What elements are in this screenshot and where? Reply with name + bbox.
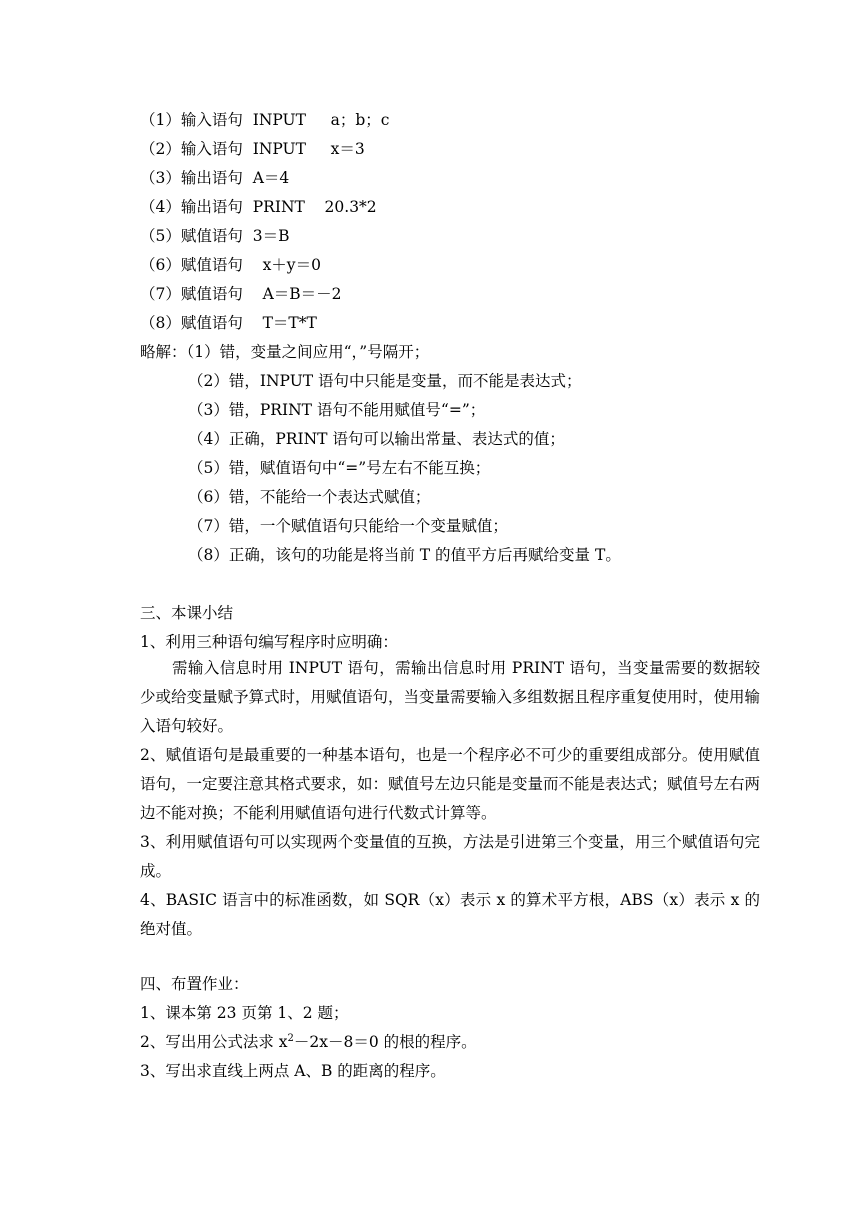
exercise-item-8: （8）赋值语句 T＝T*T xyxy=(140,314,317,332)
summary-point-1-body: 需输入信息时用 INPUT 语句，需输出信息时用 PRINT 语句，当变量需要的数据较少或给变量赋予算式时，用赋值语句，当变量需要输入多组数据且程序重复使用时，使用输入语句较好。 xyxy=(140,659,761,735)
solution-lead: 略解： xyxy=(140,343,187,361)
solution-item-7: （7）错，一个赋值语句只能给一个变量赋值； xyxy=(188,517,508,535)
solution-line-1 xyxy=(140,341,429,363)
summary-point-4: 4、BASIC 语言中的标准函数，如 SQR（x）表示 x 的算术平方根，ABS（x）表示 x 的绝对值。 xyxy=(140,891,760,938)
homework-item-1: 1、课本第 23 页第 1、2 题； xyxy=(140,1004,349,1022)
exercise-item-5: （5）赋值语句 3＝B xyxy=(140,227,290,245)
solution-item-2: （2）错，INPUT 语句中只能是变量，而不能是表达式； xyxy=(188,372,582,390)
solution-item-8: （8）正确，该句的功能是将当前 T 的值平方后再赋给变量 T。 xyxy=(188,546,621,564)
solution-item-6: （6）错，不能给一个表达式赋值； xyxy=(188,488,431,506)
homework-item-2-text: 2、写出用公式法求 x xyxy=(140,1033,288,1051)
homework-item-2 xyxy=(140,1031,477,1053)
summary-point-1-title: 1、利用三种语句编写程序时应明确： xyxy=(140,633,398,651)
exercise-item-6: （6）赋值语句 x＋y＝0 xyxy=(140,256,321,274)
summary-heading: 三、本课小结 xyxy=(140,604,234,622)
solution-item-5: （5）错，赋值语句中“=”号左右不能互换； xyxy=(188,459,491,477)
exercise-item-2: （2）输入语句 INPUT x＝3 xyxy=(140,140,365,158)
summary-point-2: 2、赋值语句是最重要的一种基本语句，也是一个程序必不可少的重要组成部分。使用赋值语句，一定要注意其格式要求，如：赋值号左边只能是变量而不能是表达式；赋值号左右两边不能对换；不能利用赋值语句进行代数式计算等。 xyxy=(140,746,761,822)
homework-item-3: 3、写出求直线上两点 A、B 的距离的程序。 xyxy=(140,1062,446,1080)
solution-item-1: （1）错，变量之间应用“，”号隔开； xyxy=(186,343,430,361)
exponent: 2 xyxy=(287,1032,294,1044)
homework-heading: 四、布置作业： xyxy=(140,975,249,993)
homework-item-2-equation: －2x－8＝0 的根的程序。 xyxy=(293,1033,477,1051)
solution-item-4: （4）正确，PRINT 语句可以输出常量、表达式的值； xyxy=(188,430,565,448)
summary-point-3: 3、利用赋值语句可以实现两个变量值的互换，方法是引进第三个变量，用三个赋值语句完成。 xyxy=(140,833,760,880)
exercise-item-1: （1）输入语句 INPUT a；b；c xyxy=(140,111,390,129)
exercise-item-7: （7）赋值语句 A＝B＝－2 xyxy=(140,285,342,303)
solution-item-3: （3）错，PRINT 语句不能用赋值号“=”； xyxy=(188,401,486,419)
exercise-item-4: （4）输出语句 PRINT 20.3*2 xyxy=(140,198,377,216)
exercise-item-3: （3）输出语句 A＝4 xyxy=(140,169,290,187)
